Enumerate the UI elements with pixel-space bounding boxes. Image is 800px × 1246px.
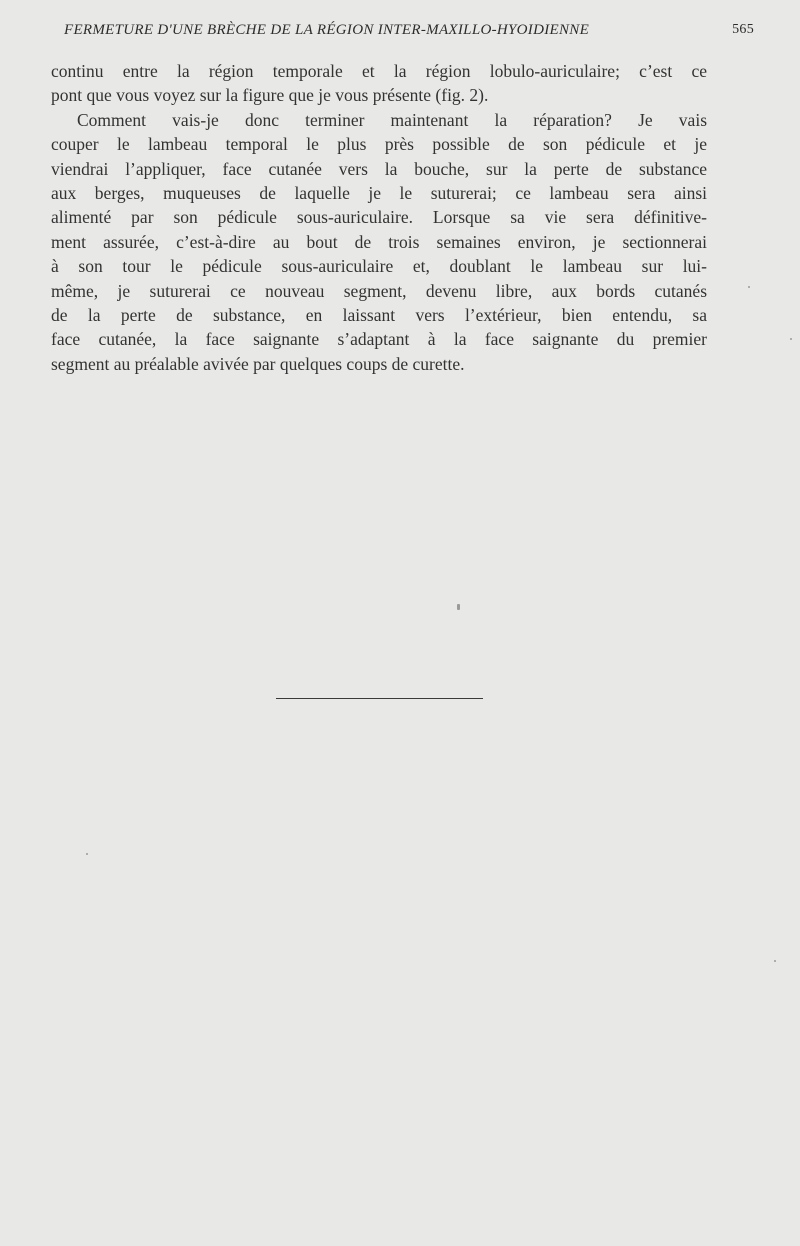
text-line: même, je suturerai ce nouveau segment, devenu libre, aux bords cutanés xyxy=(51,280,707,301)
paper-speck xyxy=(86,853,88,855)
text-line: alimenté par son pédicule sous-auriculaire. Lorsque sa vie sera définitive- xyxy=(51,207,707,228)
section-end-rule xyxy=(276,698,483,699)
text-line: face cutanée, la face saignante s’adaptant à la face saignante du premier xyxy=(51,329,707,350)
paper-speck xyxy=(457,604,460,610)
text-line: continu entre la région temporale et la région lobulo-auriculaire; c’est ce xyxy=(51,61,707,81)
text-line: pont que vous voyez sur la figure que je vous présente (fig. 2). xyxy=(51,85,489,106)
text-line: viendrai l’appliquer, face cutanée vers la bouche, sur la perte de substance xyxy=(51,158,707,179)
text-line: Comment vais-je donc terminer maintenant la réparation? Je vais xyxy=(77,109,707,130)
text-line: aux berges, muqueuses de laquelle je le suturerai; ce lambeau sera ainsi xyxy=(51,182,707,203)
text-line: ment assurée, c’est-à-dire au bout de trois semaines environ, je sectionnerai xyxy=(51,231,707,252)
paper-speck xyxy=(748,286,750,288)
paper-speck xyxy=(790,338,792,340)
text-line: segment au préalable avivée par quelques coups de curette. xyxy=(51,353,465,374)
body-text xyxy=(51,59,707,376)
text-line: de la perte de substance, en laissant vers l’extérieur, bien entendu, sa xyxy=(51,304,707,325)
text-line: à son tour le pédicule sous-auriculaire et, doublant le lambeau sur lui- xyxy=(51,256,707,277)
paper-speck xyxy=(774,960,776,962)
running-head xyxy=(64,22,754,44)
text-line: couper le lambeau temporal le plus près possible de son pédicule et je xyxy=(51,134,707,155)
running-head-title: FERMETURE D'UNE BRÈCHE DE LA RÉGION INTER-MAXILLO-HYOIDIENNE xyxy=(64,22,590,38)
page-number: 565 xyxy=(732,22,754,37)
